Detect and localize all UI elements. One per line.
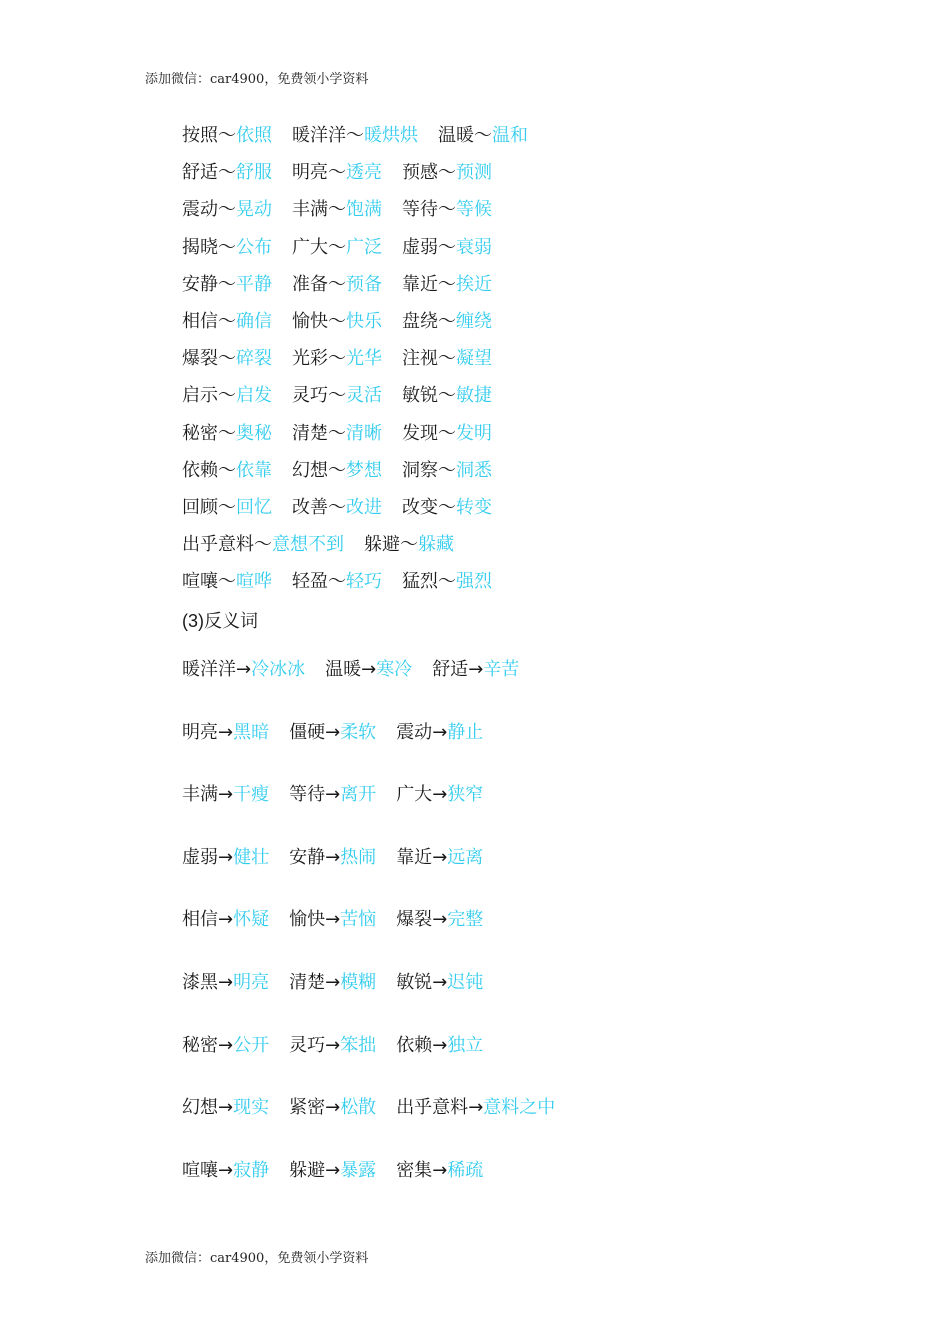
separator: → [218, 721, 234, 743]
synonym-row [182, 345, 528, 382]
word-pair [325, 656, 412, 684]
separator: ～ [218, 199, 236, 221]
separator: ～ [438, 199, 456, 221]
separator: → [468, 659, 484, 680]
word: 暖洋洋 [292, 125, 346, 146]
word-pair [402, 494, 492, 522]
word-pair [182, 271, 272, 299]
synonym-row [182, 531, 528, 568]
word: 躲避 [289, 1159, 326, 1181]
separator: → [361, 659, 377, 680]
word: 相信 [182, 310, 218, 332]
word-pair [402, 568, 492, 596]
word-pair [289, 781, 376, 809]
answer-word: 凝望 [456, 348, 492, 370]
answer-word: 预测 [456, 162, 492, 184]
answer-word: 黑暗 [233, 721, 270, 743]
separator: ～ [328, 236, 346, 258]
answer-word: 依靠 [236, 459, 272, 481]
answer-word: 依照 [236, 125, 272, 146]
word-pair [289, 1032, 376, 1060]
answer-word: 远离 [447, 846, 484, 868]
separator: → [432, 721, 448, 743]
word: 明亮 [292, 162, 328, 184]
word: 紧密 [289, 1097, 326, 1119]
word: 预感 [402, 162, 438, 184]
word-pair [182, 345, 272, 373]
word: 喧嚷 [182, 1159, 218, 1181]
word-pair [402, 420, 492, 448]
word-pair [182, 196, 272, 224]
word: 轻盈 [292, 571, 328, 593]
answer-word: 柔软 [340, 721, 377, 743]
separator: ～ [438, 496, 456, 518]
word: 靠近 [396, 846, 433, 868]
answer-word: 离开 [340, 784, 377, 806]
word: 依赖 [182, 459, 218, 481]
answer-word: 松散 [340, 1097, 377, 1119]
word-pair [182, 457, 272, 485]
separator: → [218, 971, 234, 993]
answer-word: 冷冰冰 [251, 659, 306, 680]
answer-word: 笨拙 [340, 1034, 377, 1056]
answer-word: 躲藏 [418, 534, 454, 556]
answer-word: 灵活 [346, 385, 382, 407]
word-pair [396, 1032, 483, 1060]
word-pair [182, 159, 272, 187]
word: 爆裂 [396, 909, 433, 931]
separator: ～ [328, 199, 346, 221]
word: 震动 [396, 721, 433, 743]
antonym-row [182, 656, 555, 719]
word: 虚弱 [182, 846, 218, 868]
synonym-row [182, 494, 528, 531]
answer-word: 稀疏 [447, 1159, 484, 1181]
word-pair [182, 906, 269, 934]
separator: → [432, 1159, 448, 1181]
word: 等待 [289, 784, 326, 806]
antonym-row [182, 1157, 555, 1220]
answer-word: 梦想 [346, 459, 382, 481]
answer-word: 暖烘烘 [364, 125, 418, 146]
section-number: (3) [182, 611, 204, 631]
word: 相信 [182, 909, 218, 931]
word-pair [182, 844, 269, 872]
word-pair [396, 781, 483, 809]
word-pair [438, 122, 528, 150]
separator: → [325, 971, 341, 993]
separator: ～ [218, 273, 236, 295]
word-pair [292, 420, 382, 448]
separator: → [325, 784, 341, 806]
answer-word: 等候 [456, 199, 492, 221]
section-label: 反义词 [204, 611, 258, 632]
answer-word: 健壮 [233, 846, 270, 868]
answer-word: 现实 [233, 1097, 270, 1119]
word: 愉快 [292, 310, 328, 332]
answer-word: 缠绕 [456, 310, 492, 332]
word: 暖洋洋 [182, 659, 236, 680]
separator: → [468, 1097, 484, 1119]
word: 出乎意料 [182, 534, 254, 556]
separator: ～ [438, 385, 456, 407]
word-pair [402, 196, 492, 224]
word-pair [396, 719, 483, 747]
word: 安静 [182, 273, 218, 295]
synonym-row [182, 196, 528, 233]
separator: → [218, 1097, 234, 1119]
separator: ～ [438, 459, 456, 481]
word-pair [396, 1157, 483, 1185]
word-pair [402, 308, 492, 336]
word-pair [182, 234, 272, 262]
answer-word: 公开 [233, 1034, 270, 1056]
separator: → [432, 971, 448, 993]
word-pair [182, 568, 272, 596]
answer-word: 热闹 [340, 846, 377, 868]
word: 敏锐 [402, 385, 438, 407]
word-pair [396, 844, 483, 872]
word: 灵巧 [292, 385, 328, 407]
word-pair [182, 656, 305, 684]
word-pair [182, 1032, 269, 1060]
word-pair [182, 420, 272, 448]
answer-word: 发明 [456, 422, 492, 444]
separator: ～ [474, 125, 492, 146]
word: 僵硬 [289, 721, 326, 743]
answer-word: 寂静 [233, 1159, 270, 1181]
answer-word: 强烈 [456, 571, 492, 593]
separator: ～ [218, 162, 236, 184]
separator: → [325, 1034, 341, 1056]
word: 广大 [292, 236, 328, 258]
answer-word: 敏捷 [456, 385, 492, 407]
word-pair [292, 308, 382, 336]
word-pair [289, 969, 376, 997]
word: 舒适 [432, 659, 469, 680]
word: 敏锐 [396, 971, 433, 993]
word-pair [402, 382, 492, 410]
word-pair [289, 1094, 376, 1122]
word-pair [396, 1094, 555, 1122]
separator: → [218, 909, 234, 931]
separator: ～ [400, 534, 418, 556]
antonym-section-title [182, 607, 258, 636]
word: 幻想 [292, 459, 328, 481]
answer-word: 辛苦 [483, 659, 520, 680]
word: 躲避 [364, 534, 400, 556]
separator: ～ [328, 348, 346, 370]
antonym-row [182, 781, 555, 844]
word-pair [402, 271, 492, 299]
answer-word: 平静 [236, 273, 272, 295]
answer-word: 怀疑 [233, 909, 270, 931]
word: 温暖 [438, 125, 474, 146]
word-pair [289, 1157, 376, 1185]
separator: → [325, 846, 341, 868]
word-pair [182, 531, 344, 559]
answer-word: 意想不到 [272, 534, 344, 556]
separator: ～ [218, 571, 236, 593]
page-footer-note: 添加微信：car4900，免费领小学资料 [145, 1251, 369, 1266]
word: 丰满 [182, 784, 218, 806]
word-pair [292, 196, 382, 224]
synonym-row [182, 234, 528, 271]
word: 虚弱 [402, 236, 438, 258]
answer-word: 确信 [236, 310, 272, 332]
word: 出乎意料 [396, 1097, 469, 1119]
separator: ～ [328, 162, 346, 184]
answer-word: 狭窄 [447, 784, 484, 806]
separator: → [432, 846, 448, 868]
synonym-row [182, 382, 528, 419]
separator: → [236, 659, 252, 680]
word: 猛烈 [402, 571, 438, 593]
antonym-row [182, 719, 555, 782]
word-pair [364, 531, 454, 559]
separator: ～ [254, 534, 272, 556]
word: 丰满 [292, 199, 328, 221]
separator: → [218, 784, 234, 806]
word-pair [396, 906, 483, 934]
separator: ～ [218, 422, 236, 444]
separator: ～ [328, 273, 346, 295]
word: 喧嚷 [182, 571, 218, 593]
separator: ～ [438, 162, 456, 184]
word-pair [292, 122, 418, 150]
word: 靠近 [402, 273, 438, 295]
separator: → [218, 846, 234, 868]
synonym-row [182, 122, 528, 159]
word-pair [292, 568, 382, 596]
separator: → [325, 1159, 341, 1181]
antonym-row [182, 906, 555, 969]
word-pair [182, 1157, 269, 1185]
answer-word: 迟钝 [447, 971, 484, 993]
word-pair [182, 122, 272, 150]
answer-word: 透亮 [346, 162, 382, 184]
word: 光彩 [292, 348, 328, 370]
answer-word: 轻巧 [346, 571, 382, 593]
answer-word: 预备 [346, 273, 382, 295]
word-pair [402, 159, 492, 187]
answer-word: 挨近 [456, 273, 492, 295]
synonym-list [182, 122, 528, 605]
word-pair [182, 719, 269, 747]
word: 秘密 [182, 1034, 218, 1056]
separator: ～ [328, 459, 346, 481]
word-pair [182, 969, 269, 997]
antonym-row [182, 1094, 555, 1157]
synonym-row [182, 271, 528, 308]
word-pair [182, 382, 272, 410]
separator: → [325, 909, 341, 931]
separator: ～ [218, 459, 236, 481]
word: 启示 [182, 385, 218, 407]
answer-word: 饱满 [346, 199, 382, 221]
word: 愉快 [289, 909, 326, 931]
antonym-row [182, 1032, 555, 1095]
word: 安静 [289, 846, 326, 868]
word-pair [289, 719, 376, 747]
word: 改变 [402, 496, 438, 518]
answer-word: 喧哗 [236, 571, 272, 593]
word: 洞察 [402, 459, 438, 481]
antonym-row [182, 969, 555, 1032]
word-pair [289, 906, 376, 934]
word-pair [292, 382, 382, 410]
word: 揭晓 [182, 236, 218, 258]
answer-word: 苦恼 [340, 909, 377, 931]
separator: ～ [328, 310, 346, 332]
word: 密集 [396, 1159, 433, 1181]
answer-word: 舒服 [236, 162, 272, 184]
separator: ～ [438, 236, 456, 258]
synonym-row [182, 568, 528, 605]
word-pair [182, 308, 272, 336]
separator: → [325, 1097, 341, 1119]
answer-word: 回忆 [236, 496, 272, 518]
separator: ～ [218, 236, 236, 258]
separator: ～ [218, 348, 236, 370]
answer-word: 暴露 [340, 1159, 377, 1181]
word: 明亮 [182, 721, 218, 743]
answer-word: 公布 [236, 236, 272, 258]
separator: ～ [346, 125, 364, 146]
answer-word: 快乐 [346, 310, 382, 332]
word-pair [402, 457, 492, 485]
answer-word: 奥秘 [236, 422, 272, 444]
answer-word: 转变 [456, 496, 492, 518]
separator: ～ [328, 422, 346, 444]
answer-word: 寒冷 [376, 659, 413, 680]
word: 震动 [182, 199, 218, 221]
answer-word: 广泛 [346, 236, 382, 258]
separator: ～ [438, 571, 456, 593]
word: 温暖 [325, 659, 362, 680]
word-pair [289, 844, 376, 872]
synonym-row [182, 420, 528, 457]
answer-word: 启发 [236, 385, 272, 407]
word-pair [292, 345, 382, 373]
word-pair [182, 1094, 269, 1122]
word: 准备 [292, 273, 328, 295]
antonym-row [182, 844, 555, 907]
word: 回顾 [182, 496, 218, 518]
answer-word: 意料之中 [483, 1097, 556, 1119]
page-header-note: 添加微信：car4900，免费领小学资料 [145, 72, 369, 87]
answer-word: 改进 [346, 496, 382, 518]
separator: ～ [218, 125, 236, 146]
word: 漆黑 [182, 971, 218, 993]
answer-word: 独立 [447, 1034, 484, 1056]
separator: ～ [328, 385, 346, 407]
answer-word: 干瘦 [233, 784, 270, 806]
separator: ～ [218, 310, 236, 332]
separator: ～ [438, 273, 456, 295]
word: 舒适 [182, 162, 218, 184]
word: 秘密 [182, 422, 218, 444]
separator: ～ [328, 496, 346, 518]
word: 发现 [402, 422, 438, 444]
word-pair [292, 234, 382, 262]
separator: ～ [438, 348, 456, 370]
answer-word: 洞悉 [456, 459, 492, 481]
word-pair [396, 969, 483, 997]
answer-word: 温和 [492, 125, 528, 146]
word-pair [182, 781, 269, 809]
synonym-row [182, 308, 528, 345]
separator: → [432, 909, 448, 931]
answer-word: 清晰 [346, 422, 382, 444]
answer-word: 晃动 [236, 199, 272, 221]
answer-word: 静止 [447, 721, 484, 743]
word: 爆裂 [182, 348, 218, 370]
answer-word: 光华 [346, 348, 382, 370]
answer-word: 衰弱 [456, 236, 492, 258]
separator: → [325, 721, 341, 743]
word: 灵巧 [289, 1034, 326, 1056]
word-pair [432, 656, 519, 684]
word: 盘绕 [402, 310, 438, 332]
separator: ～ [328, 571, 346, 593]
word-pair [182, 494, 272, 522]
word: 按照 [182, 125, 218, 146]
word: 等待 [402, 199, 438, 221]
word: 注视 [402, 348, 438, 370]
word-pair [402, 234, 492, 262]
word-pair [292, 494, 382, 522]
word-pair [292, 271, 382, 299]
separator: ～ [218, 496, 236, 518]
word-pair [292, 159, 382, 187]
separator: ～ [438, 310, 456, 332]
word-pair [402, 345, 492, 373]
word: 改善 [292, 496, 328, 518]
word: 幻想 [182, 1097, 218, 1119]
answer-word: 完整 [447, 909, 484, 931]
answer-word: 碎裂 [236, 348, 272, 370]
answer-word: 模糊 [340, 971, 377, 993]
synonym-row [182, 457, 528, 494]
separator: → [218, 1159, 234, 1181]
separator: → [432, 784, 448, 806]
synonym-row [182, 159, 528, 196]
word: 依赖 [396, 1034, 433, 1056]
separator: → [218, 1034, 234, 1056]
separator: → [432, 1034, 448, 1056]
answer-word: 明亮 [233, 971, 270, 993]
word-pair [292, 457, 382, 485]
separator: ～ [218, 385, 236, 407]
word: 清楚 [289, 971, 326, 993]
antonym-list [182, 656, 555, 1219]
word: 清楚 [292, 422, 328, 444]
word: 广大 [396, 784, 433, 806]
separator: ～ [438, 422, 456, 444]
